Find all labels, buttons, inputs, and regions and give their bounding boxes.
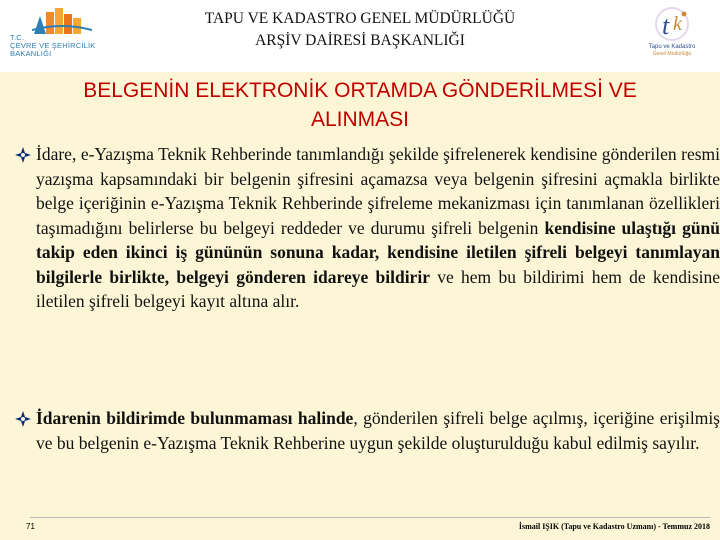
slide-title (20, 76, 700, 134)
tkgm-logo (640, 4, 704, 64)
bullet-text-normal: , gönderilen şifreli belge açılmış, içeriğine erişilmiş ve bu belgenin e-Yazışma Teknik Rehberine uygun şekilde oluşturulduğu kabul edilmiş sayılır. (36, 408, 720, 453)
diamond-bullet-icon (14, 410, 32, 428)
slide-title-line2: ALINMASI (310, 108, 410, 131)
bullet-text-normal-end: ve hem bu bildirimi hem de kendisine iletilen şifreli belgeyi kayıt altına alır. (36, 266, 720, 311)
bullet-text (36, 142, 720, 314)
svg-text:t: t (662, 11, 670, 40)
bullet-text (36, 406, 720, 455)
slide-header (0, 0, 720, 72)
ministry-logo-line2: ÇEVRE VE ŞEHİRCİLİK (10, 41, 96, 50)
bullet-text-normal: İdare, e-Yazışma Teknik Rehberinde tanımlandığı şekilde şifrelenerek kendisine gönderilen resmi yazışma kapsamındaki bir belgenin şifresini açamazsa veya belgenin şifresini açmakla birlikte belge içeriğinin e-Yazışma Teknik Rehberinde şifreleme mekanizması için tanımlanan özellikleri taşımadığını belirlerse bu belgeyi reddeder ve durumu şifreli belgenin (36, 144, 720, 238)
tkgm-logo-line1: Tapu ve Kadastro (648, 44, 696, 50)
ministry-logo-icon (32, 8, 92, 34)
bullet-text-bold: kendisine ulaştığı günü takip eden ikinci iş gününün sonuna kadar, kendisine iletilen şifreli belgeyi tanımlayan bilgilerle birlikte, belgeyi gönderen idareye bildirir (36, 217, 720, 287)
organization-title (120, 8, 600, 52)
ministry-logo-line3: BAKANLIĞI (10, 49, 52, 58)
tkgm-logo-line2: Genel Müdürlüğü (652, 51, 692, 57)
footer-author: İsmail IŞIK (Tapu ve Kadastro Uzmanı) - Temmuz 2018 (518, 522, 710, 531)
diamond-bullet-icon (14, 146, 32, 164)
page-number: 71 (26, 522, 35, 531)
ministry-logo-line1: T.C. (10, 33, 25, 42)
organization-title-line2: ARŞİV DAİRESİ BAŞKANLIĞI (255, 32, 465, 49)
ministry-logo (10, 8, 120, 66)
slide-title-line1: BELGENİN ELEKTRONİK ORTAMDA GÖNDERİLMESİ VE (83, 79, 637, 102)
tkgm-logo-text (640, 44, 704, 58)
footer-divider (30, 517, 710, 518)
bullet-text-bold: İdarenin bildirimde bulunmaması halinde (36, 408, 354, 428)
svg-text:k: k (673, 13, 682, 35)
organization-title-line1: TAPU VE KADASTRO GENEL MÜDÜRLÜĞÜ (204, 10, 516, 27)
ministry-logo-text (10, 34, 122, 58)
tkgm-logo-icon (640, 4, 704, 44)
